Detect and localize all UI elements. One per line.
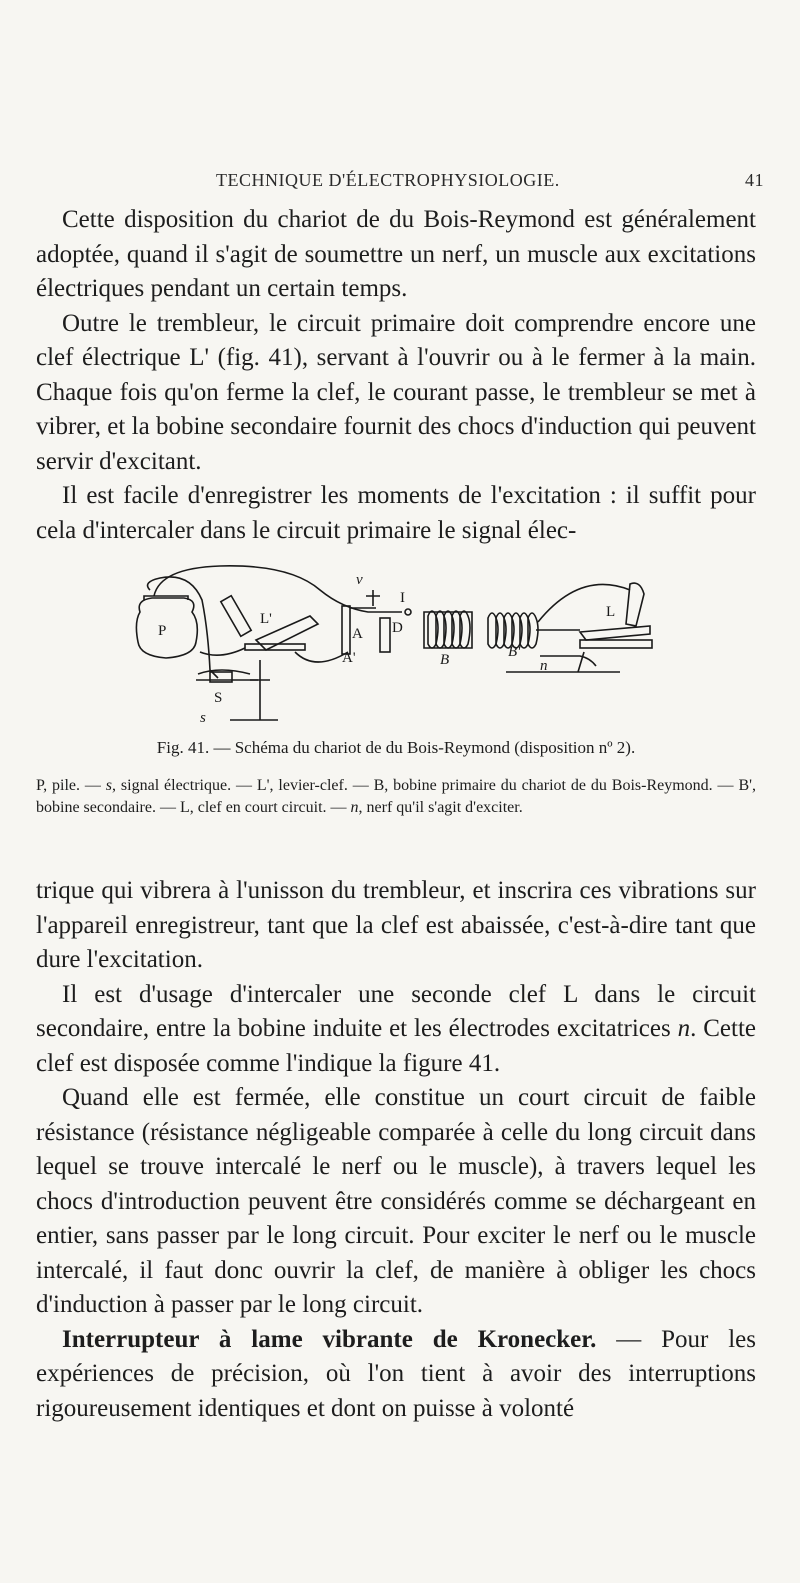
paragraph: Il est facile d'enregistrer les moments de l'excitation : il suffit pour cela d'intercaler dans le circuit primaire le signal élec- — [36, 482, 756, 544]
label-P: P — [158, 623, 167, 639]
wire-top — [154, 566, 402, 612]
label-v: v — [356, 572, 363, 588]
label-B: B — [440, 652, 450, 668]
text-block-bottom — [36, 874, 756, 1426]
key-L-base — [580, 640, 652, 648]
paragraph: Outre le trembleur, le circuit primaire doit comprendre encore une clef électrique L' (fig. 41), servant à l'ouvrir ou à le fermer à la main. Chaque fois qu'on ferme la clef, le courant passe, le trembleur se met à vibrer, et la bobine secondaire fournit des chocs d'induction qui peuvent servir d'excitant. — [36, 309, 756, 475]
label-A: A — [352, 626, 363, 642]
key-L-arm — [626, 583, 644, 626]
lever-key-arm — [221, 596, 251, 637]
paragraph — [36, 1323, 756, 1427]
caption-text: n — [350, 799, 359, 816]
secondary-wire-top — [538, 584, 630, 622]
paragraph: Cette disposition du chariot de du Bois-Reymond est généralement adoptée, quand il s'agit de soumettre un nerf, un muscle aux excitations électriques pendant un certain temps. — [36, 206, 756, 302]
figure-41-diagram — [110, 560, 670, 730]
label-B-prime: B' — [508, 644, 521, 660]
text-block-top — [36, 203, 756, 548]
caption-text: , signal électrique. — L', levier-clef. — B, bobine primaire du chariot de du Bois-Reymond. — B', bobine secondaire. — L, clef en court circuit. — — [36, 777, 757, 816]
paragraph: trique qui vibrera à l'unisson du trembleur, et inscrira ces vibrations sur l'appareil enregistreur, tant que la clef est abaissée, c'est-à-dire tant que dure l'excitation. — [36, 877, 756, 973]
caption-text: P, pile. — — [36, 777, 106, 794]
running-title: TECHNIQUE D'ÉLECTROPHYSIOLOGIE. — [216, 170, 560, 190]
primary-coil-frame — [424, 612, 472, 648]
primary-coil-windings — [428, 611, 470, 648]
secondary-coil-windings — [488, 613, 538, 648]
figure-caption-title: Fig. 41. — Schéma du chariot de du Bois-Reymond (disposition nº 2). — [156, 738, 636, 757]
caption-text: , nerf qu'il s'agit d'exciter. — [358, 799, 523, 816]
paragraph-text: Il est d'usage d'intercaler une seconde clef L dans le circuit secondaire, entre la bobine induite et les électrodes excitatrices — [36, 980, 756, 1042]
page-number: 41 — [745, 170, 764, 190]
label-S: S — [214, 690, 223, 706]
label-I: I — [400, 590, 405, 606]
paragraph: Quand elle est fermée, elle constitue un court circuit de faible résistance (résistance négligeable comparée à celle du long circuit dans lequel se trouve intercalé le nerf ou le muscle), à travers lequel les chocs d'introduction peuvent être considérés comme se déchargeant en entier, sans passer par le long circuit. Pour exciter le nerf ou le muscle intercalé, il faut donc ouvrir la clef, de manière à obliger les chocs d'induction à passer par le long circuit. — [36, 1084, 756, 1318]
section-heading: Interrupteur à lame vibrante de Kronecker. — [62, 1325, 597, 1353]
contact-post-D — [380, 618, 390, 652]
electrode-wire — [540, 656, 596, 666]
label-L-prime: L' — [260, 611, 272, 627]
caption-text: s — [105, 777, 113, 794]
battery-jar — [136, 598, 197, 658]
label-D: D — [392, 620, 403, 636]
screw-v — [366, 590, 380, 606]
paragraph-text: n — [677, 1015, 691, 1042]
trembleur-post — [342, 606, 350, 654]
label-n: n — [540, 658, 548, 674]
label-A-prime: A' — [342, 650, 356, 666]
label-s: s — [200, 710, 206, 726]
paragraph-text: . Cette clef est disposée comme l'indique la figure 41. — [36, 1015, 756, 1077]
circuit-diagram — [110, 560, 670, 730]
key-L-blade — [580, 626, 650, 640]
figure-caption-legend — [36, 775, 756, 819]
paragraph — [36, 978, 756, 1082]
paragraph-text: — Pour les expériences de précision, où l'on tient à avoir des interruptions rigoureusement identiques et dont on puisse à volonté — [36, 1325, 757, 1422]
label-L: L — [606, 604, 616, 620]
